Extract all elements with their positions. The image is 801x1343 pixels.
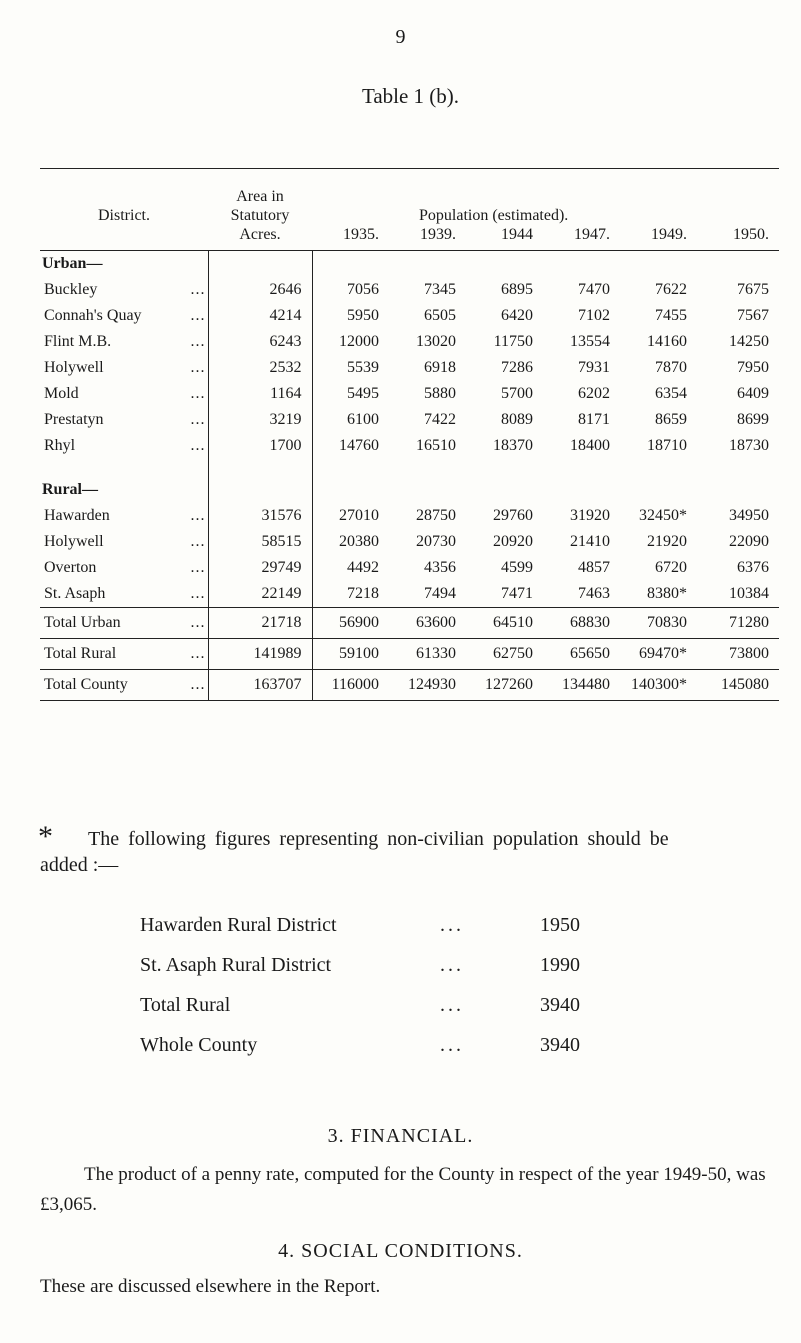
footnote-line-1: The following figures representing non-civilian population should be xyxy=(88,828,669,850)
population-cell: 7675 xyxy=(737,281,769,298)
population-cell: 59100 xyxy=(312,639,389,670)
leader-dots: ... xyxy=(190,559,206,576)
population-cell: 6420 xyxy=(501,307,533,324)
group-row xyxy=(40,251,779,278)
group-label: Urban— xyxy=(42,255,103,272)
section-heading-social: 4. SOCIAL CONDITIONS. xyxy=(278,1240,523,1262)
header-row-1 xyxy=(40,169,779,207)
area-cell: 163707 xyxy=(208,670,312,701)
population-cell: 7455 xyxy=(655,307,687,324)
table-row xyxy=(40,407,779,433)
leader-dots: ... xyxy=(440,994,464,1016)
district-cell xyxy=(40,433,208,459)
population-cell: 6505 xyxy=(424,307,456,324)
population-cell: 69470* xyxy=(620,639,697,670)
header-year: 1950. xyxy=(697,225,779,251)
item-label: St. Asaph Rural District xyxy=(140,954,332,976)
population-cell: 18730 xyxy=(729,437,769,454)
population-cell: 28750 xyxy=(416,507,456,524)
item-value: 1950 xyxy=(540,914,580,936)
population-cell: 13554 xyxy=(570,333,610,350)
population-cell: 6354 xyxy=(655,385,687,402)
table-row xyxy=(40,503,779,529)
item-value: 1990 xyxy=(540,954,580,976)
population-cell: 20730 xyxy=(416,533,456,550)
population-cell: 145080 xyxy=(697,670,779,701)
header-population: Population (estimated). xyxy=(419,207,569,224)
financial-paragraph: The product of a penny rate, computed for the County in respect of the year 1949-50, was £3,065. xyxy=(40,1164,766,1215)
area-cell: 1164 xyxy=(208,381,312,407)
population-cell: 5495 xyxy=(347,385,379,402)
population-cell: 116000 xyxy=(312,670,389,701)
item-value: 3940 xyxy=(540,1034,580,1056)
population-cell: 21410 xyxy=(570,533,610,550)
leader-dots: ... xyxy=(190,359,206,376)
population-cell: 140300* xyxy=(620,670,697,701)
district-name: Mold xyxy=(44,385,79,402)
header-area-line1: Area in xyxy=(236,188,284,205)
social-paragraph: These are discussed elsewhere in the Report. xyxy=(40,1276,381,1297)
non-civilian-list xyxy=(140,914,580,1074)
leader-dots: ... xyxy=(190,645,206,662)
population-cell: 7931 xyxy=(578,359,610,376)
population-cell: 71280 xyxy=(697,608,779,639)
area-cell: 4214 xyxy=(208,303,312,329)
leader-dots: ... xyxy=(190,614,206,631)
leader-dots: ... xyxy=(190,385,206,402)
district-name: Total County xyxy=(44,676,128,693)
table-row xyxy=(40,581,779,608)
district-cell xyxy=(40,303,208,329)
population-cell: 8380* xyxy=(647,585,687,602)
table-row xyxy=(40,555,779,581)
group-row xyxy=(40,477,779,503)
table-row xyxy=(40,529,779,555)
district-cell xyxy=(40,639,208,670)
population-cell: 124930 xyxy=(389,670,466,701)
table-row xyxy=(40,277,779,303)
population-cell: 6918 xyxy=(424,359,456,376)
population-cell: 7422 xyxy=(424,411,456,428)
district-name: Total Urban xyxy=(44,614,121,631)
leader-dots: ... xyxy=(440,1034,464,1056)
population-cell: 64510 xyxy=(466,608,543,639)
population-cell: 7102 xyxy=(578,307,610,324)
population-cell: 134480 xyxy=(543,670,620,701)
population-cell: 5950 xyxy=(347,307,379,324)
population-cell: 13020 xyxy=(416,333,456,350)
population-cell: 5700 xyxy=(501,385,533,402)
district-name: St. Asaph xyxy=(44,585,106,602)
population-cell: 68830 xyxy=(543,608,620,639)
population-cell: 6100 xyxy=(347,411,379,428)
population-cell: 56900 xyxy=(312,608,389,639)
asterisk-marker: * xyxy=(38,820,53,853)
section-heading-financial: 3. FINANCIAL. xyxy=(327,1125,474,1147)
spacer-row xyxy=(40,459,779,477)
header-area-line2: Statutory xyxy=(230,207,290,224)
area-cell: 22149 xyxy=(208,581,312,608)
population-cell: 31920 xyxy=(570,507,610,524)
leader-dots: ... xyxy=(190,307,206,324)
district-name: Hawarden xyxy=(44,507,110,524)
population-cell: 20920 xyxy=(493,533,533,550)
population-cell: 10384 xyxy=(729,585,769,602)
district-name: Holywell xyxy=(44,533,104,550)
population-cell: 8659 xyxy=(655,411,687,428)
population-cell: 6409 xyxy=(737,385,769,402)
footnote-line-2: added :— xyxy=(40,854,119,876)
group-label: Rural— xyxy=(42,481,98,498)
population-cell: 73800 xyxy=(697,639,779,670)
table-row xyxy=(40,329,779,355)
population-cell: 5539 xyxy=(347,359,379,376)
population-cell: 8171 xyxy=(578,411,610,428)
population-cell: 27010 xyxy=(339,507,379,524)
population-cell: 7218 xyxy=(347,585,379,602)
district-name: Prestatyn xyxy=(44,411,104,428)
area-cell: 6243 xyxy=(208,329,312,355)
population-cell: 7471 xyxy=(501,585,533,602)
population-cell: 6202 xyxy=(578,385,610,402)
population-cell: 29760 xyxy=(493,507,533,524)
district-cell xyxy=(40,670,208,701)
leader-dots: ... xyxy=(190,281,206,298)
table-row xyxy=(40,381,779,407)
area-cell: 29749 xyxy=(208,555,312,581)
population-cell: 18370 xyxy=(493,437,533,454)
header-row-2 xyxy=(40,206,779,225)
area-cell: 58515 xyxy=(208,529,312,555)
population-cell: 5880 xyxy=(424,385,456,402)
leader-dots: ... xyxy=(440,954,464,976)
district-name: Connah's Quay xyxy=(44,307,142,324)
leader-dots: ... xyxy=(190,437,206,454)
total-row xyxy=(40,639,779,670)
table-row xyxy=(40,303,779,329)
population-table xyxy=(40,168,779,701)
district-cell xyxy=(40,381,208,407)
population-cell: 4492 xyxy=(347,559,379,576)
population-cell: 18400 xyxy=(570,437,610,454)
population-cell: 6376 xyxy=(737,559,769,576)
district-name: Holywell xyxy=(44,359,104,376)
district-cell xyxy=(40,608,208,639)
population-cell: 7870 xyxy=(655,359,687,376)
population-cell: 11750 xyxy=(493,333,533,350)
district-name: Buckley xyxy=(44,281,98,298)
area-cell: 31576 xyxy=(208,503,312,529)
population-cell: 7494 xyxy=(424,585,456,602)
population-cell: 8089 xyxy=(501,411,533,428)
item-label: Total Rural xyxy=(140,994,231,1016)
area-cell: 2532 xyxy=(208,355,312,381)
total-row xyxy=(40,608,779,639)
population-cell: 6895 xyxy=(501,281,533,298)
population-cell: 7470 xyxy=(578,281,610,298)
population-cell: 8699 xyxy=(737,411,769,428)
area-cell: 1700 xyxy=(208,433,312,459)
item-value: 3940 xyxy=(540,994,580,1016)
population-cell: 4857 xyxy=(578,559,610,576)
population-cell: 61330 xyxy=(389,639,466,670)
population-cell: 14760 xyxy=(339,437,379,454)
population-cell: 16510 xyxy=(416,437,456,454)
table-title: Table 1 (b). xyxy=(361,84,460,108)
header-area-line3: Acres. xyxy=(208,225,312,251)
district-cell xyxy=(40,555,208,581)
leader-dots: ... xyxy=(190,533,206,550)
non-civilian-item xyxy=(140,994,580,1034)
non-civilian-item xyxy=(140,1034,580,1074)
district-cell xyxy=(40,407,208,433)
total-row xyxy=(40,670,779,701)
district-cell xyxy=(40,277,208,303)
population-cell: 4599 xyxy=(501,559,533,576)
population-cell: 34950 xyxy=(729,507,769,524)
leader-dots: ... xyxy=(190,507,206,524)
area-cell: 141989 xyxy=(208,639,312,670)
page-number: 9 xyxy=(395,26,406,48)
population-cell: 7345 xyxy=(424,281,456,298)
district-cell xyxy=(40,329,208,355)
population-cell: 70830 xyxy=(620,608,697,639)
leader-dots: ... xyxy=(190,676,206,693)
district-cell xyxy=(40,581,208,608)
non-civilian-item xyxy=(140,954,580,994)
table-body xyxy=(40,251,779,701)
leader-dots: ... xyxy=(190,333,206,350)
leader-dots: ... xyxy=(190,585,206,602)
header-district: District. xyxy=(98,207,150,224)
population-cell: 7622 xyxy=(655,281,687,298)
item-label: Hawarden Rural District xyxy=(140,914,337,936)
population-cell: 4356 xyxy=(424,559,456,576)
district-name: Flint M.B. xyxy=(44,333,112,350)
population-cell: 62750 xyxy=(466,639,543,670)
header-year: 1935. xyxy=(312,225,389,251)
district-cell xyxy=(40,503,208,529)
population-cell: 20380 xyxy=(339,533,379,550)
population-cell: 14250 xyxy=(729,333,769,350)
population-cell: 21920 xyxy=(647,533,687,550)
district-cell xyxy=(40,529,208,555)
district-cell xyxy=(40,355,208,381)
area-cell: 21718 xyxy=(208,608,312,639)
population-cell: 32450* xyxy=(639,507,687,524)
header-year: 1944 xyxy=(466,225,543,251)
header-blank xyxy=(40,169,208,207)
area-cell: 2646 xyxy=(208,277,312,303)
population-cell: 63600 xyxy=(389,608,466,639)
non-civilian-item xyxy=(140,914,580,954)
population-cell: 18710 xyxy=(647,437,687,454)
population-cell: 7950 xyxy=(737,359,769,376)
district-name: Rhyl xyxy=(44,437,76,454)
header-year: 1939. xyxy=(389,225,466,251)
population-cell: 6720 xyxy=(655,559,687,576)
population-cell: 12000 xyxy=(339,333,379,350)
table-row xyxy=(40,355,779,381)
leader-dots: ... xyxy=(190,411,206,428)
population-cell: 127260 xyxy=(466,670,543,701)
table-row xyxy=(40,433,779,459)
area-cell: 3219 xyxy=(208,407,312,433)
population-cell: 7463 xyxy=(578,585,610,602)
population-cell: 7056 xyxy=(347,281,379,298)
population-cell: 7286 xyxy=(501,359,533,376)
header-year: 1949. xyxy=(620,225,697,251)
header-row-3 xyxy=(40,225,779,251)
item-label: Whole County xyxy=(140,1034,258,1056)
population-cell: 14160 xyxy=(647,333,687,350)
population-cell: 65650 xyxy=(543,639,620,670)
header-year: 1947. xyxy=(543,225,620,251)
population-cell: 7567 xyxy=(737,307,769,324)
leader-dots: ... xyxy=(440,914,464,936)
district-name: Overton xyxy=(44,559,97,576)
population-cell: 22090 xyxy=(729,533,769,550)
district-name: Total Rural xyxy=(44,645,117,662)
